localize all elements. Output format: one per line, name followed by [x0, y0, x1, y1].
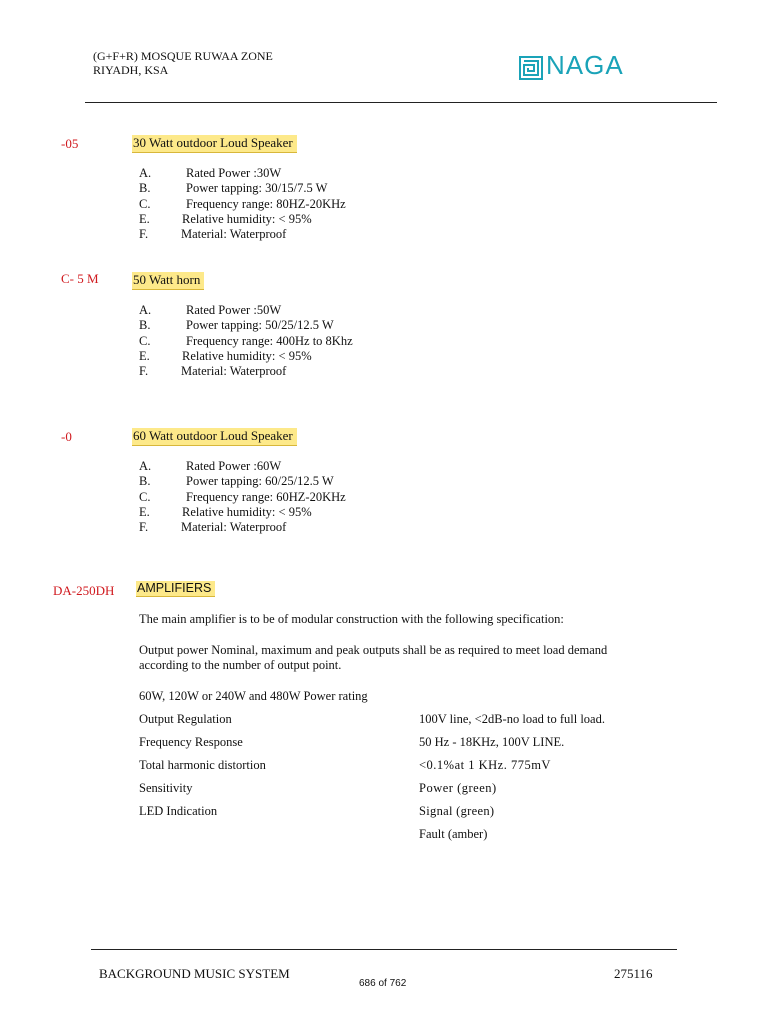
list-item: A. Rated Power :30W	[139, 166, 282, 180]
list-item: C. Frequency range: 60HZ-20KHz	[139, 489, 346, 504]
logo-text: NAGA	[546, 50, 624, 80]
section-code: C- 5 M	[61, 271, 99, 286]
amplifier-output-line1: Output power Nominal, maximum and peak outputs shall be as required to meet load demand	[139, 643, 608, 657]
spec-value: Signal (green)	[419, 804, 495, 818]
spec-list	[139, 303, 439, 379]
spec-list	[139, 459, 439, 535]
amplifier-intro: The main amplifier is to be of modular construction with the following specification:	[139, 612, 564, 626]
list-item: B. Power tapping: 60/25/12.5 W	[139, 474, 334, 489]
spec-value: <0.1%at 1 KHz. 775mV	[419, 758, 551, 772]
spec-value: 50 Hz - 18KHz, 100V LINE.	[419, 735, 565, 749]
spec-label: LED Indication	[139, 804, 218, 818]
project-location: RIYADH, KSA	[93, 63, 169, 77]
spec-label: Sensitivity	[139, 781, 193, 795]
section-title: 30 Watt outdoor Loud Speaker	[132, 135, 297, 153]
list-item: F. Material: Waterproof	[139, 364, 287, 379]
list-item: F. Material: Waterproof	[139, 520, 287, 535]
footer-document-number: 275116	[614, 966, 653, 981]
section-code: DA-250DH	[53, 583, 115, 598]
section-title: 60 Watt outdoor Loud Speaker	[132, 428, 297, 446]
list-item: E. Relative humidity: < 95%	[139, 348, 312, 363]
header-rule	[85, 102, 717, 103]
list-item: E. Relative humidity: < 95%	[139, 211, 312, 226]
section-title: 50 Watt horn	[132, 272, 204, 290]
spec-label: Total harmonic distortion	[139, 758, 266, 772]
kufic-square-icon	[519, 56, 543, 80]
list-item: C. Frequency range: 400Hz to 8Khz	[139, 333, 353, 348]
list-item: E. Relative humidity: < 95%	[139, 504, 312, 519]
section-code: -0	[61, 429, 72, 444]
list-item: C. Frequency range: 80HZ-20KHz	[139, 196, 346, 211]
list-item: A. Rated Power :50W	[139, 303, 282, 317]
footer-document-title: BACKGROUND MUSIC SYSTEM	[99, 966, 290, 981]
spec-value: 100V line, <2dB-no load to full load.	[419, 712, 605, 726]
spec-value: Fault (amber)	[419, 827, 488, 841]
section-code: -05	[61, 136, 79, 151]
list-item: A. Rated Power :60W	[139, 459, 282, 473]
amplifier-rating: 60W, 120W or 240W and 480W Power rating	[139, 689, 368, 703]
footer-rule	[91, 949, 677, 950]
list-item: F. Material: Waterproof	[139, 227, 287, 242]
spec-list	[139, 166, 439, 242]
spec-value: Power (green)	[419, 781, 497, 795]
list-item: B. Power tapping: 30/15/7.5 W	[139, 181, 328, 196]
spec-label: Output Regulation	[139, 712, 232, 726]
amplifier-output-line2: according to the number of output point.	[139, 658, 342, 672]
section-title: AMPLIFIERS	[136, 581, 215, 597]
project-title: (G+F+R) MOSQUE RUWAA ZONE	[93, 49, 273, 63]
spec-label: Frequency Response	[139, 735, 243, 749]
list-item: B. Power tapping: 50/25/12.5 W	[139, 318, 334, 333]
page-number: 686 of 762	[359, 978, 407, 989]
